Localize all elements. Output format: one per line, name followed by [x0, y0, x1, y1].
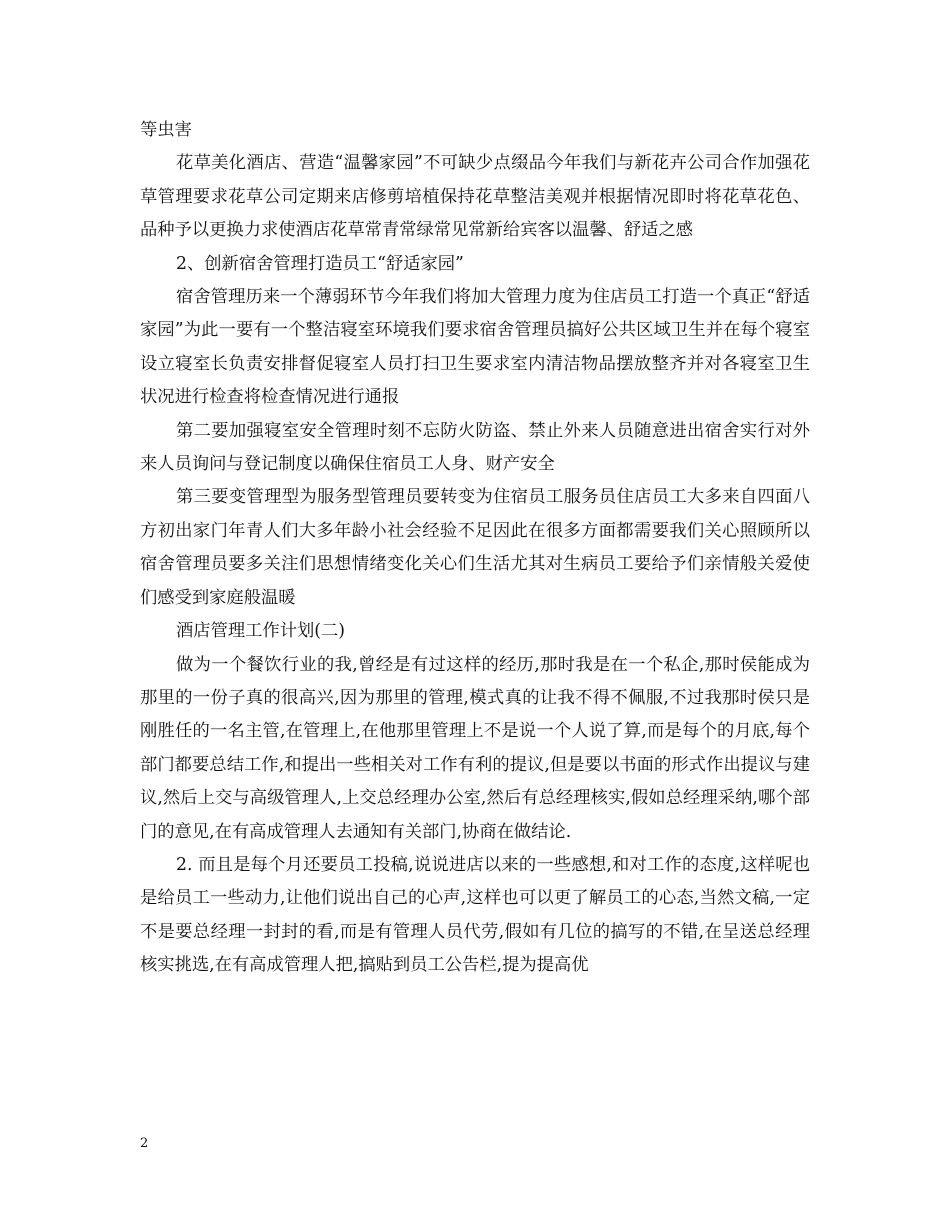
- paragraph: 第二要加强寝室安全管理时刻不忘防火防盗、禁止外来人员随意进出宿舍实行对外来人员询问与登记制度以确保住宿员工人身、财产安全: [140, 420, 810, 475]
- paragraph: 花草美化酒店、营造“温馨家园”不可缺少点缀品今年我们与新花卉公司合作加强花草管理要求花草公司定期来店修剪培植保持花草整洁美观并根据情况即时将花草花色、品种予以更换力求使酒店花草常青常绿常见常新给宾客以温馨、舒适之感: [140, 153, 810, 241]
- page-number: 2: [140, 1136, 149, 1151]
- section-heading: 酒店管理工作计划(二): [176, 621, 346, 642]
- section-heading: 2、创新宿舍管理打造员工“舒适家园”: [176, 253, 464, 274]
- document-body: [140, 114, 810, 983]
- paragraph: 宿舍管理历来一个薄弱环节今年我们将加大管理力度为住店员工打造一个真正“舒适家园”为此一要有一个整洁寝室环境我们要求宿舍管理员搞好公共区域卫生并在每个寝室设立寝室长负责安排督促寝室人员打扫卫生要求室内清洁物品摆放整齐并对各寝室卫生状况进行检查将检查情况进行通报: [140, 287, 810, 408]
- paragraph: 做为一个餐饮行业的我,曾经是有过这样的经历,那时我是在一个私企,那时侯能成为那里的一份子真的很高兴,因为那里的管理,模式真的让我不得不佩服,不过我那时侯只是刚胜任的一名主管,在管理上,在他那里管理上不是说一个人说了算,而是每个的月底,每个部门都要总结工作,和提出一些相关对工作有利的提议,但是要以书面的形式作出提议与建议,然后上交与高级管理人,上交总经理办公室,然后有总经理核实,假如总经理采纳,哪个部门的意见,在有高成管理人去通知有关部门,协商在做结论.: [140, 654, 810, 842]
- paragraph: 第三要变管理型为服务型管理员要转变为住宿员工服务员住店员工大多来自四面八方初出家门年青人们大多年龄小社会经验不足因此在很多方面都需要我们关心照顾所以宿舍管理员要多关注们思想情绪变化关心们生活尤其对生病员工要给予们亲情般关爱使们感受到家庭般温暖: [140, 487, 810, 608]
- paragraph: 2. 而且是每个月还要员工投稿,说说进店以来的一些感想,和对工作的态度,这样呢也是给员工一些动力,让他们说出自己的心声,这样也可以更了解员工的心态,当然文稿,一定不是要总经理一封封的看,而是有管理人员代劳,假如有几位的搞写的不错,在呈送总经理核实挑选,在有高成管理人把,搞贴到员工公告栏,提为提高优: [140, 854, 810, 976]
- paragraph: 等虫害: [140, 120, 192, 140]
